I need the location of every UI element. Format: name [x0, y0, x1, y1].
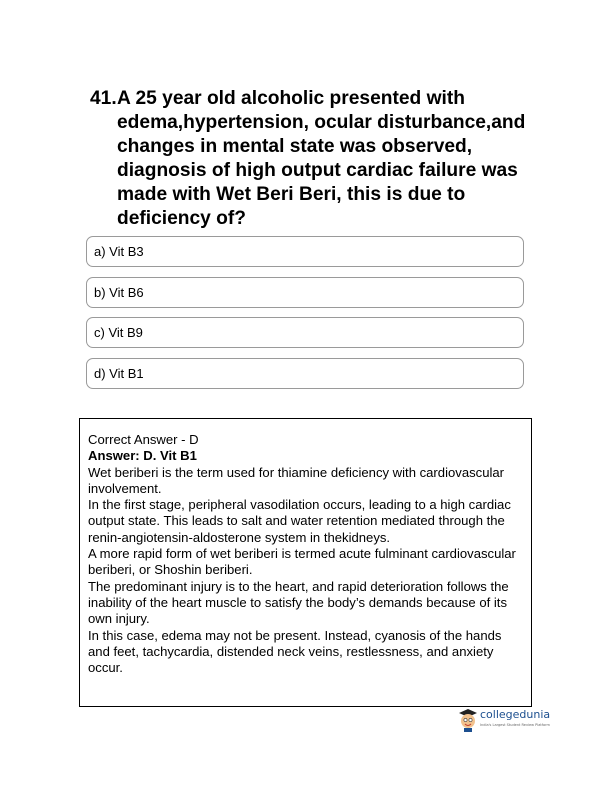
answer-heading: Answer: D. Vit B1	[88, 448, 197, 464]
option-c[interactable]: c) Vit B9	[86, 317, 524, 348]
option-d[interactable]: d) Vit B1	[86, 358, 524, 389]
correct-answer-line: Correct Answer - D	[88, 432, 199, 447]
answer-explanation-box	[79, 418, 532, 707]
explanation-paragraph: In the first stage, peripheral vasodilation occurs, leading to a high cardiac output state. This leads to salt and water retention mediated through the renin-angiotensin-aldosterone system in thekidneys.	[88, 497, 511, 545]
collegedunia-logo	[458, 706, 608, 734]
option-a[interactable]: a) Vit B3	[86, 236, 524, 267]
question-text: A 25 year old alcoholic presented with edema,hypertension, ocular disturbance,and changes in mental state was observed, diagnosis of high output cardiac failure was made with Wet Beri Beri, this is due to deficiency of?	[117, 88, 526, 229]
option-b[interactable]: b) Vit B6	[86, 277, 524, 308]
explanation-paragraph: In this case, edema may not be present. Instead, cyanosis of the hands and feet, tachycardia, distended neck veins, restlessness, and anxiety occur.	[88, 627, 502, 676]
explanation-paragraph: A more rapid form of wet beriberi is termed acute fulminant cardiovascular beriberi, or Shoshin beriberi.	[88, 546, 516, 578]
logo-tagline: India's Largest Student Review Platform	[480, 723, 550, 727]
explanation-paragraph: Wet beriberi is the term used for thiamine deficiency with cardiovascular involvement.	[88, 464, 505, 496]
question-number: 41.	[90, 88, 117, 109]
graduate-mascot-icon	[458, 706, 478, 732]
logo-name: collegedunia	[480, 708, 551, 721]
question	[90, 87, 530, 231]
explanation-paragraph: The predominant injury is to the heart, and rapid deterioration follows the inability of the heart muscle to satisfy the body’s demands because of its own injury.	[88, 578, 509, 627]
